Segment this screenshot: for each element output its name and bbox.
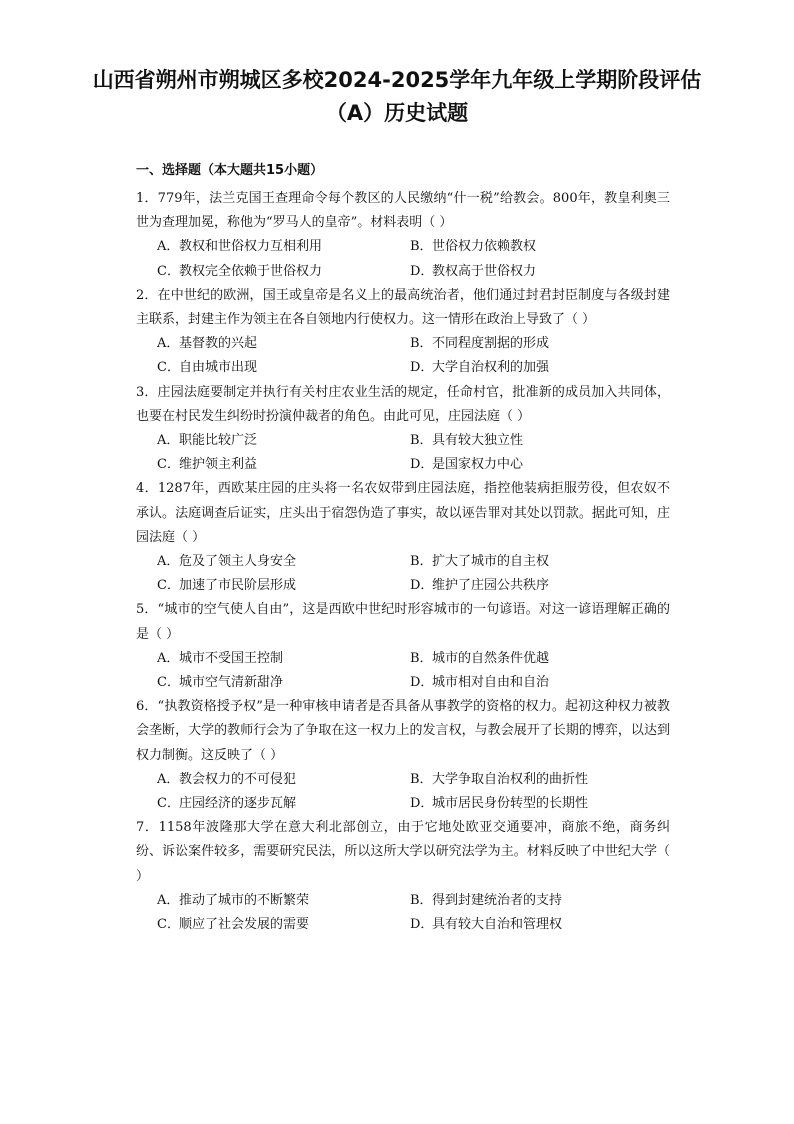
answer-options: [136, 889, 670, 937]
answer-option: [157, 768, 410, 792]
option-letter: B．: [410, 336, 433, 352]
option-letter: C．: [157, 263, 180, 279]
option-text: 具有较大独立性: [432, 432, 524, 448]
option-text: 大学自治权利的加强: [432, 360, 550, 376]
question-stem: 5．“城市的空气使人自由”，这是西欧中世纪时形容城市的一句谚语。对这一谚语理解正确的是（ ）: [136, 602, 670, 642]
option-letter: D．: [410, 263, 434, 279]
answer-option: [410, 792, 663, 816]
option-letter: B．: [410, 650, 433, 666]
question-stem: 1．779年，法兰克国王查理命令每个教区的人民缴纳“什一税”给教会。800年，教皇利奥三世为查理加冕，称他为“罗马人的皇帝”。材料表明（ ）: [136, 191, 670, 231]
answer-option: [157, 260, 410, 284]
answer-option: [157, 889, 410, 913]
answer-option: [410, 889, 663, 913]
option-text: 顺应了社会发展的需要: [179, 916, 310, 932]
option-letter: B．: [410, 892, 433, 908]
option-letter: A．: [157, 553, 180, 569]
option-text: 教权高于世俗权力: [432, 263, 537, 279]
option-text: 城市的自然条件优越: [432, 650, 550, 666]
question-2: [136, 284, 670, 381]
answer-option: [157, 429, 410, 453]
answer-option: [157, 235, 410, 259]
question-stem: 7．1158年波隆那大学在意大利北部创立，由于它地处欧亚交通要冲，商旅不绝，商务纠纷、诉讼案件较多，需要研究民法，所以这所大学以研究法学为主。材料反映了中世纪大学（ ）: [136, 820, 670, 884]
option-letter: A．: [157, 892, 180, 908]
option-text: 教权和世俗权力互相利用: [179, 239, 323, 255]
option-letter: C．: [157, 674, 180, 690]
answer-option: [157, 453, 410, 477]
answer-option: [410, 260, 663, 284]
question-3: [136, 381, 670, 478]
answer-options: [136, 429, 670, 477]
answer-option: [157, 647, 410, 671]
option-text: 维护了庄园公共秩序: [432, 578, 550, 594]
question-4: [136, 477, 670, 598]
option-letter: B．: [410, 553, 433, 569]
option-letter: A．: [157, 650, 180, 666]
option-letter: D．: [410, 916, 434, 932]
option-letter: A．: [157, 239, 180, 255]
question-1: [136, 187, 670, 284]
answer-options: [136, 235, 670, 283]
question-stem: 3．庄园法庭要制定并执行有关村庄农业生活的规定，任命村官，批准新的成员加入共同体，也要在村民发生纠纷时扮演仲裁者的角色。由此可见，庄园法庭（ ）: [136, 384, 670, 424]
answer-option: [157, 671, 410, 695]
option-text: 职能比较广泛: [179, 432, 258, 448]
answer-options: [136, 768, 670, 816]
question-6: [136, 695, 670, 816]
answer-options: [136, 647, 670, 695]
answer-option: [157, 574, 410, 598]
option-letter: C．: [157, 360, 180, 376]
option-text: 加速了市民阶层形成: [179, 578, 297, 594]
section-heading: 一、选择题（本大题共15小题）: [136, 163, 324, 178]
question-5: [136, 598, 670, 695]
option-text: 基督教的兴起: [179, 336, 258, 352]
question-list: [136, 187, 670, 937]
option-text: 城市居民身份转型的长期性: [432, 795, 589, 811]
option-letter: A．: [157, 771, 180, 787]
answer-option: [410, 647, 663, 671]
answer-option: [410, 429, 663, 453]
question-stem: 4．1287年，西欧某庄园的庄头将一名农奴带到庄园法庭，指控他装病拒服劳役，但农奴不承认。法庭调查后证实，庄头出于宿怨伪造了事实，故以诬告罪对其处以罚款。据此可知，庄园法庭（ ）: [136, 481, 670, 545]
option-letter: D．: [410, 578, 434, 594]
answer-option: [410, 768, 663, 792]
option-text: 大学争取自治权利的曲折性: [432, 771, 589, 787]
answer-option: [410, 913, 663, 937]
option-text: 自由城市出现: [179, 360, 258, 376]
answer-option: [410, 235, 663, 259]
option-letter: D．: [410, 457, 434, 473]
option-letter: D．: [410, 674, 434, 690]
option-text: 城市相对自由和自治: [432, 674, 550, 690]
page-title: 山西省朔州市朔城区多校2024-2025学年九年级上学期阶段评估（A）历史试题: [92, 68, 702, 125]
option-text: 世俗权力依赖教权: [432, 239, 537, 255]
answer-option: [410, 356, 663, 380]
option-text: 城市不受国王控制: [179, 650, 284, 666]
option-text: 扩大了城市的自主权: [432, 553, 550, 569]
option-text: 得到封建统治者的支持: [432, 892, 563, 908]
question-stem: 6．“执教资格授予权”是一种审核申请者是否具备从事教学的资格的权力。起初这种权力被教会垄断，大学的教师行会为了争取在这一权力上的发言权，与教会展开了长期的博弈，以达到权力制衡。这反映了（ ）: [136, 699, 670, 763]
option-text: 城市空气清新甜净: [179, 674, 284, 690]
option-text: 教会权力的不可侵犯: [179, 771, 297, 787]
answer-option: [157, 356, 410, 380]
answer-option: [157, 550, 410, 574]
option-text: 推动了城市的不断繁荣: [179, 892, 310, 908]
option-text: 具有较大自治和管理权: [432, 916, 563, 932]
option-text: 是国家权力中心: [432, 457, 524, 473]
answer-options: [136, 550, 670, 598]
option-text: 维护领主利益: [179, 457, 258, 473]
answer-option: [157, 792, 410, 816]
answer-option: [410, 574, 663, 598]
answer-options: [136, 332, 670, 380]
question-7: [136, 816, 670, 937]
option-letter: B．: [410, 771, 433, 787]
option-letter: C．: [157, 578, 180, 594]
answer-option: [157, 332, 410, 356]
option-text: 庄园经济的逐步瓦解: [179, 795, 297, 811]
option-text: 教权完全依赖于世俗权力: [179, 263, 323, 279]
option-letter: D．: [410, 360, 434, 376]
option-text: 危及了领主人身安全: [179, 553, 297, 569]
option-letter: C．: [157, 916, 180, 932]
answer-option: [410, 671, 663, 695]
option-letter: C．: [157, 795, 180, 811]
option-letter: A．: [157, 336, 180, 352]
option-letter: A．: [157, 432, 180, 448]
option-letter: C．: [157, 457, 180, 473]
option-letter: B．: [410, 432, 433, 448]
answer-option: [410, 453, 663, 477]
answer-option: [410, 550, 663, 574]
question-stem: 2．在中世纪的欧洲，国王或皇帝是名义上的最高统治者，他们通过封君封臣制度与各级封建主联系，封建主作为领主在各自领地内行使权力。这一情形在政治上导致了（ ）: [136, 287, 670, 327]
answer-option: [157, 913, 410, 937]
answer-option: [410, 332, 663, 356]
option-text: 不同程度割据的形成: [432, 336, 550, 352]
option-letter: B．: [410, 239, 433, 255]
option-letter: D．: [410, 795, 434, 811]
